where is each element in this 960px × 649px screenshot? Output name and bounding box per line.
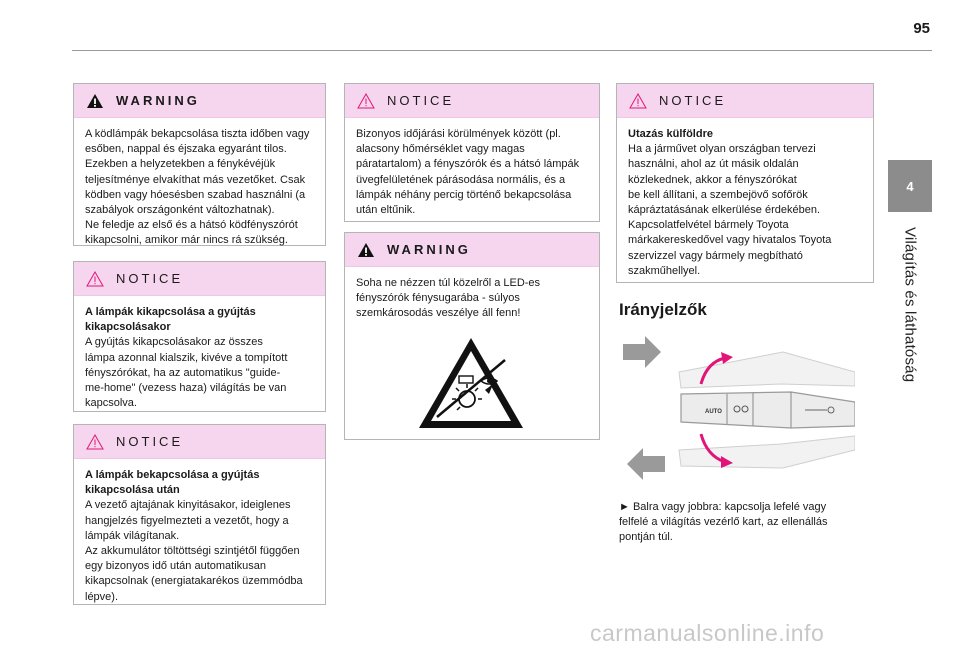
led-eye-hazard-icon <box>415 334 527 432</box>
chapter-tab[interactable]: 4 <box>888 160 932 212</box>
text-line: egy bizonyos idő után automatikusan <box>85 560 267 573</box>
text-line: Ha a járművet olyan országban tervezi <box>628 143 816 156</box>
arrow-right-icon <box>623 336 661 368</box>
notice-box-condensation <box>344 83 600 222</box>
text-line: kápráztatásának elkerülése érdekében. <box>628 204 821 217</box>
text-line: lépve). <box>85 590 119 603</box>
turn-signal-caption <box>619 500 859 545</box>
text-line: kikapcsolni, amikor már nincs rá szükség. <box>85 234 288 247</box>
text-line: pontján túl. <box>619 531 673 543</box>
chapter-title-container <box>888 220 932 390</box>
text-line: Bizonyos időjárási körülmények között (pl. <box>356 128 561 140</box>
text-line: be kell állítani, a szembejövő sofőrök <box>628 188 808 201</box>
chapter-title: Világítás és láthatóság <box>901 227 919 383</box>
text-line: ► Balra vagy jobbra: kapcsolja lefelé vagy <box>619 501 827 513</box>
warning-text <box>345 267 599 330</box>
text-line: A gyújtás kikapcsolásakor az összes <box>85 336 263 349</box>
notice-label: NOTICE <box>387 93 455 108</box>
notice-header <box>74 425 325 459</box>
text-line: szakműhellyel. <box>628 264 701 277</box>
warning-header <box>74 84 325 118</box>
notice-header <box>345 84 599 118</box>
header-rule <box>72 50 932 51</box>
notice-text <box>617 118 873 287</box>
notice-title: A lámpák kikapcsolása a gyújtás <box>85 306 256 318</box>
notice-box-travel-abroad <box>616 83 874 283</box>
text-line: ködben vagy hóesésben szabad használni (a <box>85 188 306 201</box>
text-line: kikapcsolnak (energiatakarékos üzemmódba <box>85 575 303 588</box>
text-line: Ezekben a helyzetekben a fénykévéjük <box>85 158 276 171</box>
text-line: szervizzel vagy bármely megbítható <box>628 249 803 262</box>
notice-title: kikapcsolásakor <box>85 321 171 334</box>
notice-title: kikapcsolása után <box>85 484 180 497</box>
text-line: Soha ne nézzen túl közelről a LED-es <box>356 277 541 289</box>
text-line: esőben, nappal és éjszaka egyaránt tilos. <box>85 143 287 156</box>
watermark: carmanualsonline.info <box>590 620 825 646</box>
notice-icon <box>357 93 375 109</box>
warning-icon <box>357 242 375 258</box>
text-line: me-home" (vezess haza) világítás be van <box>85 382 287 395</box>
notice-text <box>74 296 325 419</box>
notice-label: NOTICE <box>659 93 727 108</box>
arrow-left-icon <box>627 448 665 480</box>
notice-box-lamps-on <box>73 424 326 605</box>
text-line: lámpák világítanak. <box>85 529 180 542</box>
warning-box-fog-lamps <box>73 83 326 246</box>
text-line: Ne feledje az első és a hátsó ködfényszórót <box>85 219 298 232</box>
turn-signal-stalk-illustration <box>615 332 855 482</box>
auto-label: AUTO <box>705 409 722 415</box>
notice-header <box>74 262 325 296</box>
warning-text <box>74 118 325 257</box>
text-line: Az akkumulátor töltöttségi szintjétől függően <box>85 545 300 558</box>
text-line: felfelé a világítás vezérlő kart, az ellenállás <box>619 516 828 528</box>
text-line: fényszórók fénysugarába - súlyos <box>356 292 520 305</box>
text-line: fényszórókat, ha az automatikus "guide- <box>85 366 281 379</box>
text-line: alacsony hőmérséklet vagy magas <box>356 143 525 156</box>
text-line: hangjelzés figyelmezteti a vezetőt, hogy a <box>85 514 289 527</box>
text-line: A vezető ajtajának kinyitásakor, ideiglenes <box>85 499 291 512</box>
text-line: Kapcsolatfelvétel bármely Toyota <box>628 219 789 232</box>
text-line: páratartalom) a fényszórók és a hátsó lámpák <box>356 158 580 171</box>
text-line: szemkárosodás veszélye áll fenn! <box>356 307 521 320</box>
text-line: használni, ahol az út másik oldalán <box>628 158 799 171</box>
notice-text <box>345 118 599 226</box>
text-line: lámpa azonnal kialszik, kivéve a tompított <box>85 351 288 364</box>
text-line: teljesítménye elvakíthat más vezetőket. Csak <box>85 173 306 186</box>
notice-box-lamps-off <box>73 261 326 412</box>
notice-label: NOTICE <box>116 434 184 449</box>
warning-header <box>345 233 599 267</box>
notice-text <box>74 459 325 613</box>
warning-label: WARNING <box>116 93 200 108</box>
notice-icon <box>86 434 104 450</box>
notice-icon <box>629 93 647 109</box>
warning-label: WARNING <box>387 242 471 257</box>
text-line: A ködlámpák bekapcsolása tiszta időben vagy <box>85 128 310 140</box>
notice-title: Utazás külföldre <box>628 128 713 140</box>
text-line: kapcsolva. <box>85 397 137 410</box>
text-line: után eltűnik. <box>356 204 416 217</box>
text-line: közlekednek, akkor a fényszórókat <box>628 173 797 186</box>
notice-title: A lámpák bekapcsolása a gyújtás <box>85 469 260 481</box>
notice-label: NOTICE <box>116 271 184 286</box>
text-line: üvegfelületének párásodása normális, és a <box>356 173 566 186</box>
notice-header <box>617 84 873 118</box>
notice-icon <box>86 271 104 287</box>
text-line: szabályok országonként változhatnak). <box>85 204 275 217</box>
text-line: márkakereskedővel vagy hivatalos Toyota <box>628 234 832 247</box>
warning-icon <box>86 93 104 109</box>
text-line: lámpák néhány percig történő bekapcsolása <box>356 188 572 201</box>
section-title-turn-signals: Irányjelzők <box>619 300 707 319</box>
page-number: 95 <box>913 20 930 37</box>
